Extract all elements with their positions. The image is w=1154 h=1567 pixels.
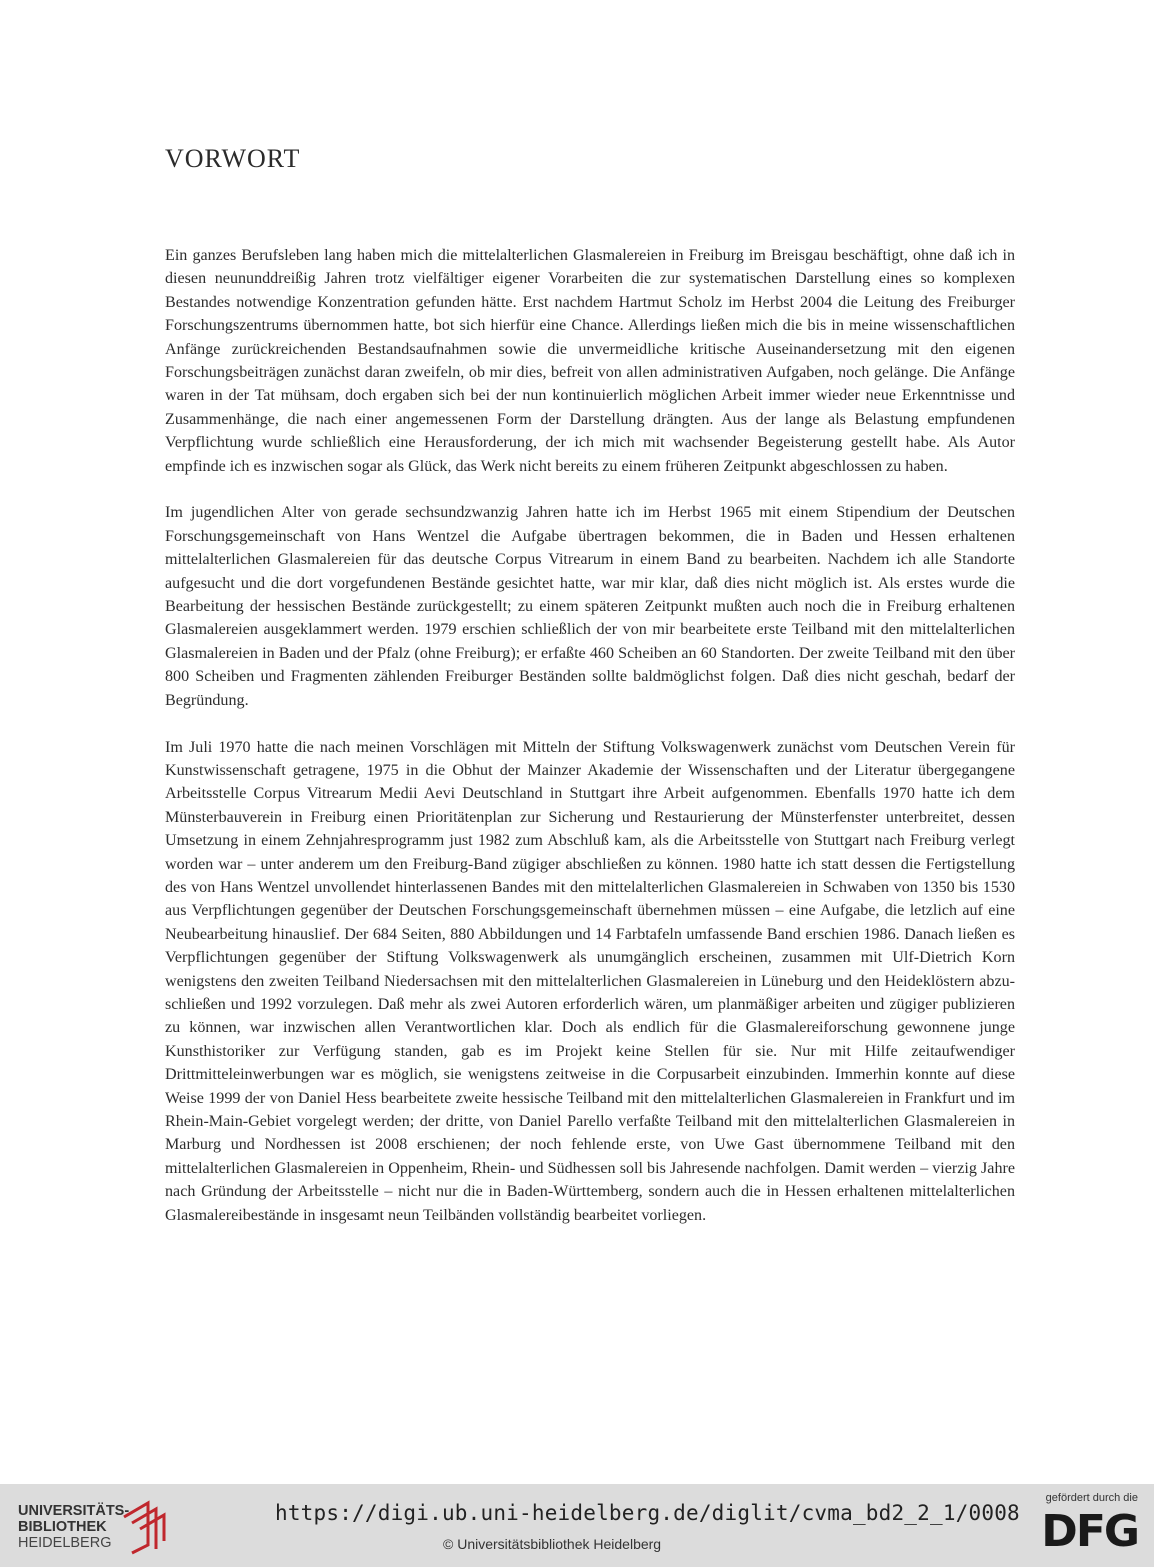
- body-text: [165, 244, 1015, 1250]
- page-url-link[interactable]: https://digi.ub.uni-heidelberg.de/diglit/cvma_bd2_2_1/0008: [275, 1501, 1020, 1525]
- copyright-text: © Universitätsbibliothek Heidelberg: [443, 1536, 662, 1552]
- page-title: VORWORT: [165, 144, 301, 173]
- paragraph-3: Im Juli 1970 hatte die nach meinen Vorschlägen mit Mitteln der Stiftung Volkswagenwerk zunächst vom Deutschen Verein für Kunstwissenschaft getragene, 1975 in die Obhut der Mainzer Akademie der Wissenschaften und der Literatur übergegangene Arbeitsstelle Corpus Vitrearum Medii Aevi Deutschland in Stuttgart ihre Arbeit aufgenommen. Ebenfalls 1970 hatte ich dem Münsterbauverein in Freiburg einen Prioritätenplan zur Sicherung und Restaurierung der Münsterfenster unterbreitet, dessen Umsetzung in einem Zehnjahresprogramm just 1982 zum Abschluß kam, als die Arbeitsstelle von Stuttgart nach Freiburg verlegt worden war – unter anderem um den Freiburg-Band zügiger abschließen zu können. 1980 hatte ich statt dessen die Fertigstellung des von Hans Wentzel unvollendet hinterlassenen Bandes mit den mittelalterlichen Glasmalereien in Schwaben von 1350 bis 1530 aus Verpflichtungen gegenüber der Deutschen Forschungsgemeinschaft übernehmen müssen – eine Aufgabe, die letzlich auf eine Neubearbeitung hinauslief. Der 684 Seiten, 880 Abbildungen und 14 Farbtafeln umfassende Band erschien 1986. Danach ließen es Verpflichtungen gegenüber der Stiftung Volkswagenwerk als unumgänglich erscheinen, zusammen mit Ulf-Dietrich Korn wenigstens den zweiten Teilband Niedersachsen mit den mittelalterlichen Glasmalereien in Lüneburg und den Heideklöstern abzuschließen und 1992 vorzulegen. Daß mehr als zwei Autoren erforderlich wären, um planmäßiger arbeiten und zügiger publizieren zu können, war inzwischen allen Verantwortlichen klar. Doch als endlich für die Glasmalereiforschung gewonnene junge Kunsthistoriker zur Verfügung standen, gab es im Projekt keine Stellen für sie. Nur mit Hilfe zeitaufwendiger Drittmitteleinwerbungen war es möglich, sie wenigstens zeitweise in die Corpusarbeit einzubinden. Immerhin konnte auf diese Weise 1999 der von Daniel Hess bearbeitete zweite hessische Teilband mit den mittelalterlichen Glasmalereien in Frankfurt und im Rhein-Main-Gebiet vorgelegt werden; der dritte, von Daniel Parello verfaßte Teilband mit den mittelalterlichen Glasmalereien in Marburg und Nordhessen ist 2008 erschienen; der noch fehlende erste, von Uwe Gast übernommene Teilband mit den mittelalterlichen Glasmalereien in Oppenheim, Rhein- und Südhessen soll bis Jahresende nachfolgen. Damit werden – vierzig Jahre nach Gründung der Arbeitsstelle – nicht nur die in Baden-Württemberg, sondern auch die in Hessen erhaltenen mittelalterlichen Glasmalereibestände in insgesamt neun Teilbänden vollständig bearbeitet vorliegen.: [165, 738, 1015, 1224]
- library-name-line-3: HEIDELBERG: [18, 1535, 112, 1551]
- library-mark-icon: [118, 1497, 176, 1555]
- paragraph-1: Ein ganzes Berufsleben lang haben mich die mittelalterlichen Glasmalereien in Freiburg im Breisgau beschäftigt, ohne daß ich in diesen neununddreißig Jahren trotz vielfältiger eigener Vorarbeiten die zur systematischen Darstellung eines so komplexen Bestandes notwendige Konzentration gefunden hätte. Erst nachdem Hartmut Scholz im Herbst 2004 die Leitung des Freiburger Forschungszentrums übernommen hatte, bot sich hierfür eine Chance. Allerdings ließen mich die bis in meine wissenschaftlichen Anfänge zurückreichenden Bestandsaufnahmen sowie die unvermeidliche kritische Auseinandersetzung mit den eigenen Forschungsbeiträgen zunächst daran zweifeln, ob mir dies, befreit von allen administrativen Aufgaben, noch gelänge. Die Anfänge waren in der Tat mühsam, doch ergaben sich bei der nun kontinuierlich möglichen Arbeit immer wieder neue Erkenntnisse und Zusammenhänge, die nach einer angemessenen Form der Darstellung drängten. Aus der lange als Belastung empfundenen Verpflichtung wurde schließlich eine Herausforderung, der ich mich mit wachsender Begeisterung gestellt habe. Als Autor empfinde ich es inzwischen sogar als Glück, das Werk nicht bereits zu einem früheren Zeitpunkt abgeschlossen zu haben.: [165, 247, 1015, 475]
- funder-note: gefördert durch die: [1045, 1492, 1138, 1504]
- university-library-logo[interactable]: [18, 1497, 178, 1555]
- library-name-line-2: BIBLIOTHEK: [18, 1519, 107, 1535]
- viewer-footer: [0, 1484, 1154, 1567]
- library-name-line-1: UNIVERSITÄTS-: [18, 1503, 130, 1519]
- paragraph-2: Im jugendlichen Alter von gerade sechsundzwanzig Jahren hatte ich im Herbst 1965 mit einem Stipendium der Deutschen Forschungsgemeinschaft von Hans Wentzel die Aufgabe übertragen bekommen, die in Baden und Hessen erhaltenen mittelalterlichen Glasmalereien für das deutsche Corpus Vitrearum in einem Band zu bearbeiten. Nachdem ich alle Standorte aufgesucht und die dort vorgefundenen Bestände gesichtet hatte, war mir klar, daß dies nicht möglich ist. Als erstes wurde die Bearbeitung der hessischen Bestände zurückgestellt; zu einem späteren Zeitpunkt mußten auch noch die in Freiburg erhaltenen Glasmalereien ausgeklammert werden. 1979 erschien schließlich der von mir bearbeitete erste Teilband mit den mittelalterlichen Glasmalereien in Baden und der Pfalz (ohne Freiburg); er erfaßte 460 Scheiben an 60 Standorten. Der zweite Teilband mit den über 800 Scheiben und Fragmenten zählenden Freiburger Beständen sollte baldmöglichst folgen. Daß dies nicht geschah, bedarf der Begründung.: [165, 504, 1015, 709]
- library-name: [18, 1503, 129, 1551]
- dfg-funder-logo[interactable]: [1026, 1492, 1138, 1560]
- dfg-logo-text: DFG: [1041, 1506, 1138, 1557]
